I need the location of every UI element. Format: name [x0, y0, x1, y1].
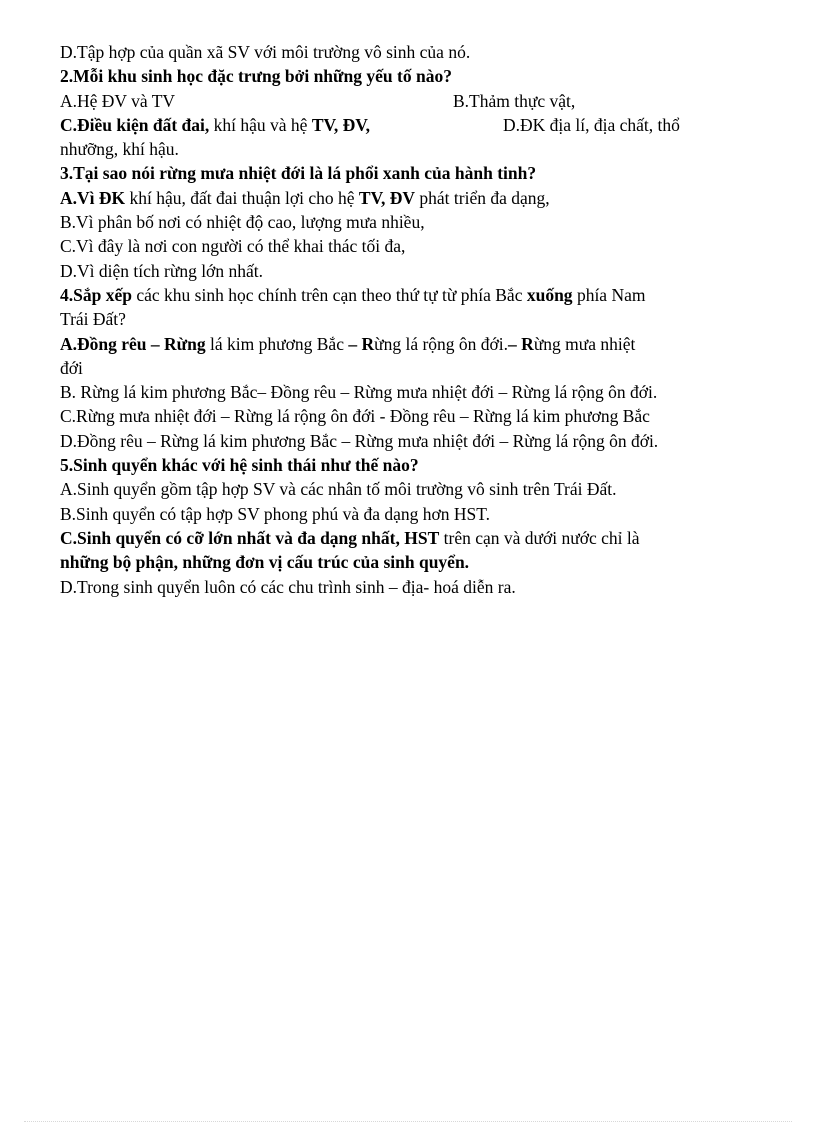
- text: D.Tập hợp của quần xã SV với môi trường vô sinh của nó.: [60, 42, 471, 62]
- question-number: 2.: [60, 66, 74, 87]
- text: D.Trong sinh quyển luôn có các chu trình sinh – địa- hoá diễn ra.: [60, 576, 516, 597]
- q3-option-a: [60, 186, 772, 210]
- option-label: C.: [60, 527, 78, 548]
- option-label: A.: [60, 333, 78, 354]
- text-bold: Điều kiện đất đai,: [77, 114, 210, 135]
- question-4-cont: [60, 307, 772, 331]
- text-bold: Sinh quyển có cỡ lớn nhất và đa dạng nhất,: [77, 527, 400, 548]
- text: phát triển đa dạng,: [415, 187, 550, 208]
- q4-option-d: [60, 429, 772, 453]
- q4-option-b: [60, 380, 772, 404]
- text-bold: TV, ĐV,: [311, 114, 371, 135]
- q2-option-b: B.Thảm thực vật,: [453, 90, 576, 111]
- text: C.Rừng mưa nhiệt đới – Rừng lá rộng ôn đới - Đồng rêu – Rừng lá kim phương Bắc: [60, 406, 650, 427]
- option-label: A.: [60, 187, 78, 208]
- text-bold: Sắp xếp: [73, 284, 132, 305]
- text-bold: – R: [508, 333, 534, 354]
- text: Trái Đất?: [60, 309, 126, 330]
- text-bold: Đồng rêu –: [77, 333, 160, 354]
- q4-option-a-cont: [60, 356, 772, 380]
- page-bottom-rule: [24, 1121, 792, 1122]
- option-label: C.: [60, 114, 78, 135]
- q5-option-c: [60, 526, 772, 550]
- q2-option-a: A.Hệ ĐV và TV: [60, 90, 176, 111]
- question-5: [60, 453, 772, 477]
- q1-option-d: [60, 40, 772, 64]
- text: D.Đồng rêu – Rừng lá kim phương Bắc – Rừng mưa nhiệt đới – Rừng lá rộng ôn đới.: [60, 430, 659, 451]
- text: khí hậu, đất đai thuận lợi cho hệ: [125, 187, 359, 208]
- q5-option-a: [60, 477, 772, 501]
- question-number: 3.: [60, 163, 74, 184]
- text: ừng mưa nhiệt: [533, 333, 636, 354]
- q2-options-ab: [60, 89, 772, 113]
- text-bold: Vì ĐK: [77, 187, 126, 208]
- q2-option-d-cont: [60, 137, 772, 161]
- question-number: 4.: [60, 284, 74, 305]
- text: trên cạn và dưới nước chỉ là: [439, 527, 640, 548]
- document-page: [60, 40, 772, 599]
- q5-option-c-cont: [60, 550, 772, 574]
- text: C.Vì đây là nơi con người có thể khai thác tối đa,: [60, 236, 406, 257]
- text: B.Sinh quyển có tập hợp SV phong phú và đa dạng hơn HST.: [60, 503, 491, 524]
- q2-option-d: D.ĐK địa lí, địa chất, thổ: [503, 114, 680, 135]
- q3-option-d: [60, 259, 772, 283]
- question-text: Tại sao nói rừng mưa nhiệt đới là lá phổi xanh của hành tinh?: [73, 163, 537, 184]
- q2-options-cd: [60, 113, 772, 137]
- question-2: [60, 64, 772, 88]
- q2-option-c: [60, 115, 370, 135]
- text: ừng lá rộng ôn đới.: [374, 333, 509, 354]
- text-bold: HST: [399, 527, 440, 548]
- text: khí hậu và hệ: [209, 114, 312, 135]
- question-text: Sinh quyển khác với hệ sinh thái như thế nào?: [73, 455, 419, 476]
- text: B.Vì phân bố nơi có nhiệt độ cao, lượng mưa nhiều,: [60, 212, 425, 233]
- text-bold: Rừng: [159, 333, 206, 354]
- question-3: [60, 161, 772, 185]
- question-4: [60, 283, 772, 307]
- text: lá kim phương Bắc: [205, 333, 349, 354]
- text: D.Vì diện tích rừng lớn nhất.: [60, 260, 263, 281]
- text-bold: TV, ĐV: [358, 187, 416, 208]
- text: phía Nam: [572, 284, 646, 305]
- text: B. Rừng lá kim phương Bắc– Đồng rêu – Rừng mưa nhiệt đới – Rừng lá rộng ôn đới.: [60, 382, 658, 403]
- text-bold: – R: [348, 333, 375, 354]
- question-text: Mỗi khu sinh học đặc trưng bởi những yếu tố nào?: [73, 66, 452, 87]
- q4-option-a: [60, 332, 772, 356]
- text-bold: những bộ phận, những đơn vị cấu trúc của sinh quyển.: [60, 552, 470, 573]
- q4-option-c: [60, 404, 772, 428]
- text: nhưỡng, khí hậu.: [60, 139, 179, 160]
- text: các khu sinh học chính trên cạn theo thứ tự từ phía Bắc: [131, 284, 527, 305]
- q5-option-b: [60, 502, 772, 526]
- question-number: 5.: [60, 455, 74, 476]
- q3-option-b: [60, 210, 772, 234]
- text: đới: [60, 357, 83, 378]
- text-bold: xuống: [526, 284, 573, 305]
- q3-option-c: [60, 234, 772, 258]
- text: A.Sinh quyển gồm tập hợp SV và các nhân tố môi trường vô sinh trên Trái Đất.: [60, 479, 617, 500]
- q5-option-d: [60, 575, 772, 599]
